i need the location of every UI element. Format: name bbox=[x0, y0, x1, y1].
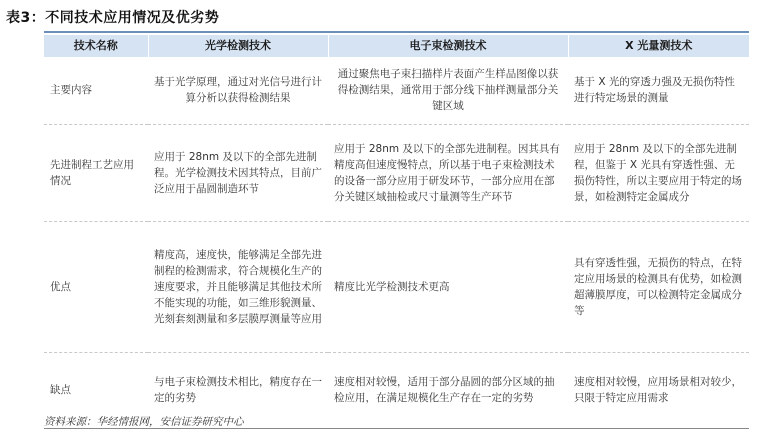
comparison-table bbox=[44, 35, 749, 429]
cell-optical: 基于光学原理，通过对光信号进行计算分析以获得检测结果 bbox=[148, 57, 328, 124]
header-xray: X 光量测技术 bbox=[568, 35, 749, 57]
cell-ebeam: 速度相对较慢，适用于部分晶圆的部分区域的抽检应用，在满足规模化生产存在一定的劣势 bbox=[328, 352, 568, 428]
cell-optical: 与电子束检测技术相比，精度存在一定的劣势 bbox=[148, 352, 328, 428]
row-label: 优点 bbox=[44, 221, 148, 352]
table-header-row bbox=[44, 35, 749, 57]
cell-optical: 精度高，速度快，能够满足全部先进制程的检测需求，符合规模化生产的速度要求，并且能够满足其他技术所不能实现的功能，如三维形貌测量、光刻套刻测量和多层膜厚测量等应用 bbox=[148, 221, 328, 352]
table-title: 表3：不同技术应用情况及优劣势 bbox=[6, 10, 220, 26]
table-row bbox=[44, 57, 749, 124]
row-label: 先进制程工艺应用情况 bbox=[44, 124, 148, 221]
title-divider bbox=[44, 31, 749, 33]
cell-optical: 应用于 28nm 及以下的全部先进制程。光学检测技术因其特点，目前广泛应用于晶圆制造环节 bbox=[148, 124, 328, 221]
cell-xray: 应用于 28nm 及以下的全部先进制程，但鉴于 X 光具有穿透性强、无损伤特性，所以主要应用于特定的场景，如检测特定金属成分 bbox=[568, 124, 749, 221]
cell-ebeam: 应用于 28nm 及以下的全部先进制程。因其具有精度高但速度慢特点，所以基于电子束检测技术的设备一部分应用于研发环节，一部分应用在部分关键区域抽检或尺寸量测等生产环节 bbox=[328, 124, 568, 221]
cell-ebeam: 通过聚焦电子束扫描样片表面产生样品图像以获得检测结果，通常用于部分线下抽样测量部分关键区域 bbox=[328, 57, 568, 124]
table-row bbox=[44, 221, 749, 352]
header-optical: 光学检测技术 bbox=[148, 35, 328, 57]
header-tech-name: 技术名称 bbox=[44, 35, 148, 57]
cell-xray: 速度相对较慢，应用场景相对较少，只限于特定应用需求 bbox=[568, 352, 749, 428]
row-label: 主要内容 bbox=[44, 57, 148, 124]
table-row bbox=[44, 124, 749, 221]
cell-xray: 基于 X 光的穿透力强及无损伤特性进行特定场景的测量 bbox=[568, 57, 749, 124]
source-note: 资料来源：华经情报网，安信证券研究中心 bbox=[44, 416, 244, 428]
cell-ebeam: 精度比光学检测技术更高 bbox=[328, 221, 568, 352]
row-label: 缺点 bbox=[44, 352, 148, 428]
cell-xray: 具有穿透性强，无损伤的特点，在特定应用场景的检测具有优势，如检测超薄膜厚度，可以检测特定金属成分等 bbox=[568, 221, 749, 352]
header-ebeam: 电子束检测技术 bbox=[328, 35, 568, 57]
